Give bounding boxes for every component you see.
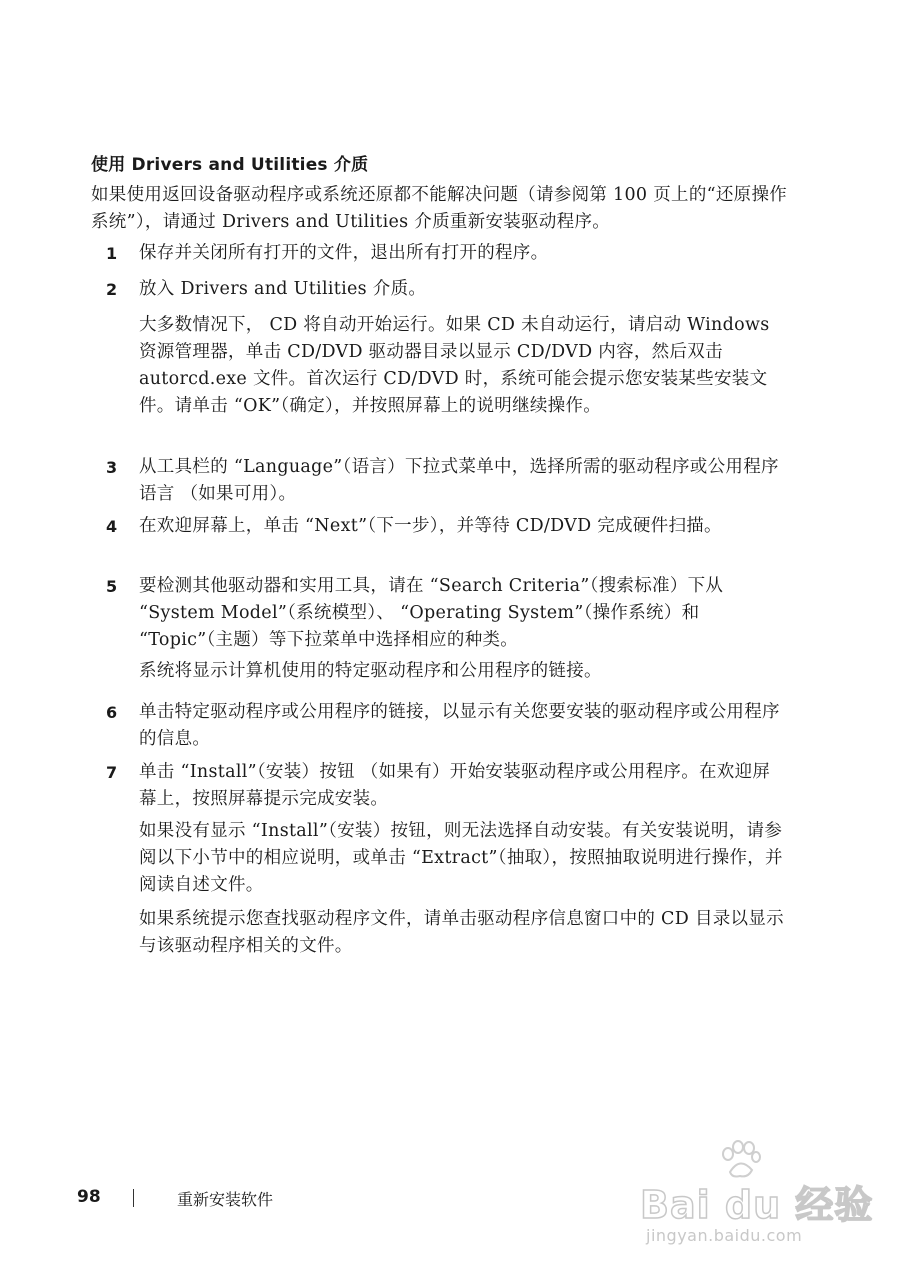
step-5-number: 5 [106,577,118,596]
step-2-note: 大多数情况下， CD 将自动开始运行。如果 CD 未自动运行，请启动 Windows 资源管理器，单击 CD/DVD 驱动器目录以显示 CD/DVD 内容，然后双击 autorcd.exe 文件。首次运行 CD/DVD 时，系统可能会提示您安装某些安装文件。请单击 “OK”（确定），并按照屏幕上的说明继续操作。 [139,315,770,416]
baidu-jingyan-watermark [640,1140,890,1260]
step-1-text: 保存并关闭所有打开的文件，退出所有打开的程序。 [139,243,549,263]
step-3-text: 从工具栏的 “Language”（语言）下拉式菜单中，选择所需的驱动程序或公用程序语言 （如果可用）。 [139,457,779,504]
watermark-logo-text: Bai du 经验 [640,1183,874,1227]
step-4-number: 4 [106,517,118,536]
step-5-note: 系统将显示计算机使用的特定驱动程序和公用程序的链接。 [139,661,602,681]
section-heading: 使用 Drivers and Utilities 介质 [91,155,369,175]
step-7-note: 如果没有显示 “Install”（安装）按钮，则无法选择自动安装。有关安装说明，请参阅以下小节中的相应说明，或单击 “Extract”（抽取），按照抽取说明进行操作，并阅读自述文件。 [139,821,783,895]
step-4-text: 在欢迎屏幕上，单击 “Next”（下一步），并等待 CD/DVD 完成硬件扫描。 [139,516,722,536]
intro-paragraph: 如果使用返回设备驱动程序或系统还原都不能解决问题（请参阅第 100 页上的“还原操作系统”），请通过 Drivers and Utilities 介质重新安装驱动程序。 [91,185,788,232]
page-number: 98 [77,1187,101,1207]
step-7-text: 单击 “Install”（安装）按钮 （如果有）开始安装驱动程序或公用程序。在欢迎屏幕上，按照屏幕提示完成安装。 [139,762,771,809]
step-5-text: 要检测其他驱动器和实用工具，请在 “Search Criteria”（搜索标准）下从 “System Model”（系统模型）、 “Operating System”（操作系统）和 “Topic”（主题）等下拉菜单中选择相应的种类。 [139,576,724,650]
step-7-note-2: 如果系统提示您查找驱动程序文件，请单击驱动程序信息窗口中的 CD 目录以显示与该驱动程序相关的文件。 [139,909,784,956]
step-3-number: 3 [106,458,118,477]
step-2-number: 2 [106,280,118,299]
step-2-text: 放入 Drivers and Utilities 介质。 [139,279,427,299]
step-7-number: 7 [106,763,118,782]
step-6-number: 6 [106,703,118,722]
step-6-text: 单击特定驱动程序或公用程序的链接，以显示有关您要安装的驱动程序或公用程序的信息。 [139,702,780,749]
chapter-title: 重新安装软件 [177,1190,274,1209]
step-1-number: 1 [106,244,118,263]
watermark-url: jingyan.baidu.com [646,1226,803,1245]
footer-separator [133,1189,134,1207]
